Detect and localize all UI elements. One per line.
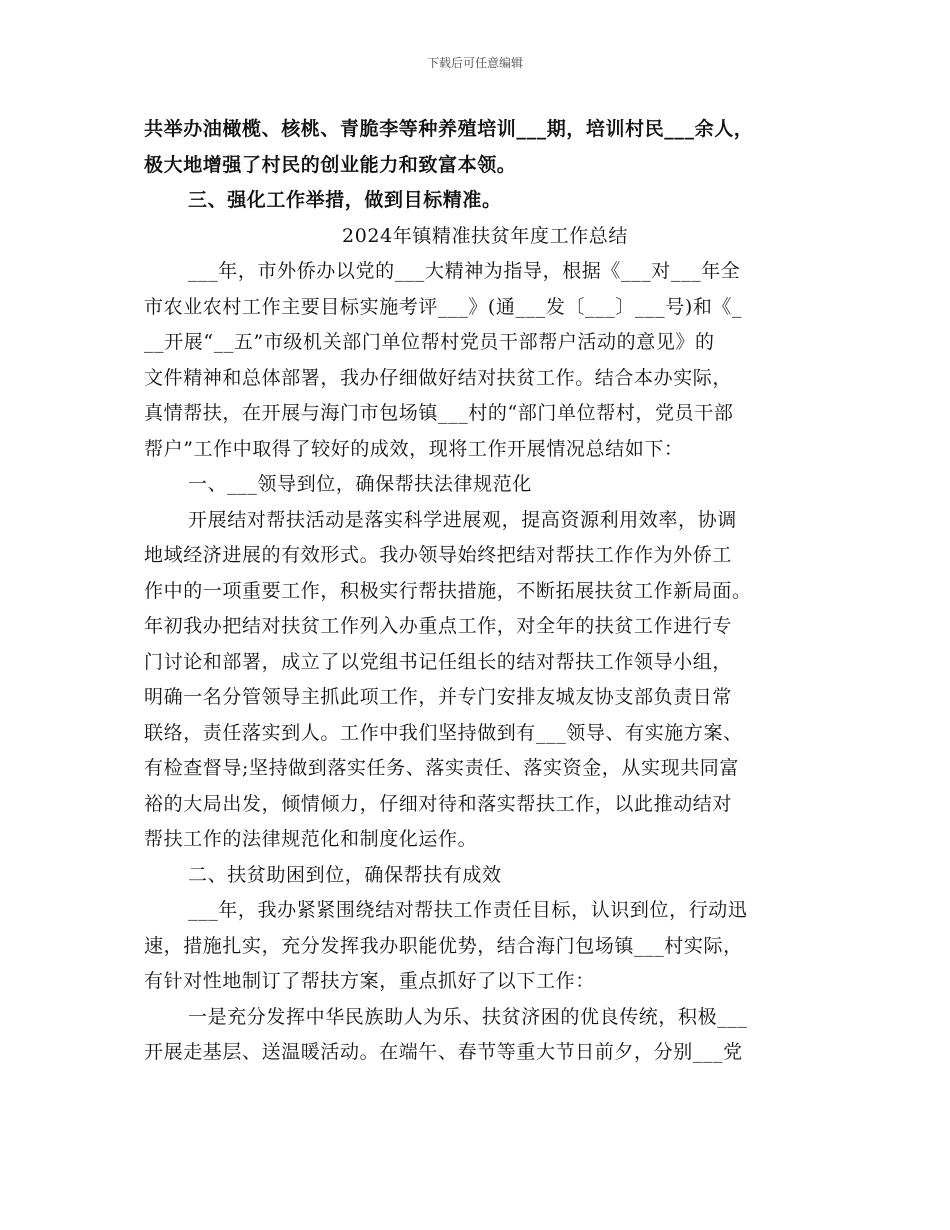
text-line: 共举办油橄榄、核桃、青脆李等种养殖培训___期，培训村民___余人， [144, 118, 754, 140]
text-line: 极大地增强了村民的创业能力和致富本领。 [144, 153, 517, 176]
text-line: 速，措施扎实，充分发挥我办职能优势，结合海门包场镇___村实际， [144, 934, 743, 957]
document-title: 2024年镇精准扶贫年度工作总结 [342, 224, 628, 247]
text-line: 市农业农村工作主要目标实施考评___》(通___发〔___〕___号)和《_ [144, 295, 743, 318]
text-line: 帮扶工作的法律规范化和制度化运作。 [144, 828, 478, 850]
text-line: 帮户”工作中取得了较好的成效，现将工作开展情况总结如下： [144, 437, 684, 460]
text-line: 开展结对帮扶活动是落实科学进展观，提高资源利用效率，协调 [188, 508, 737, 531]
text-line: 联络，责任落实到人。工作中我们坚持做到有___领导、有实施方案、 [144, 721, 743, 744]
text-line: 二、扶贫助困到位，确保帮扶有成效 [188, 863, 502, 886]
text-line: 一是充分发挥中华民族助人为乐、扶贫济困的优良传统，积极___ [188, 1005, 748, 1028]
text-line: ___年，市外侨办以党的___大精神为指导，根据《___对___年全 [188, 260, 741, 282]
text-line: 有针对性地制订了帮扶方案，重点抓好了以下工作： [144, 970, 595, 992]
text-line: 文件精神和总体部署，我办仔细做好结对扶贫工作。结合本办实际， [144, 366, 733, 389]
text-line: 年初我办把结对扶贫工作列入办重点工作，对全年的扶贫工作进行专 [144, 615, 733, 637]
text-line: 一、___领导到位，确保帮扶法律规范化 [188, 473, 532, 495]
text-line: 明确一名分管领导主抓此项工作，并专门安排友城友协支部负责日常 [144, 686, 733, 708]
text-line: 裕的大局出发，倾情倾力，仔细对待和落实帮扶工作，以此推动结对 [144, 792, 733, 815]
text-line: 开展走基层、送温暖活动。在端午、春节等重大节日前夕，分别___党 [144, 1041, 743, 1063]
text-line: 作中的一项重要工作，积极实行帮扶措施，不断拓展扶贫工作新局面。 [144, 579, 752, 602]
page-header: 下载后可任意编辑 [426, 56, 523, 70]
text-line: 门讨论和部署，成立了以党组书记任组长的结对帮扶工作领导小组， [144, 650, 733, 673]
text-line: 真情帮扶，在开展与海门市包场镇___村的“部门单位帮村，党员干部 [144, 402, 734, 424]
text-line: 三、强化工作举措，做到目标精准。 [188, 189, 502, 211]
text-line: ___年，我办紧紧围绕结对帮扶工作责任目标，认识到位，行动迅 [188, 899, 748, 921]
document-body [144, 112, 814, 1071]
text-line: 地域经济进展的有效形式。我办领导始终把结对帮扶工作作为外侨工 [144, 544, 733, 566]
text-line: 有检查督导;坚持做到落实任务、落实责任、落实资金，从实现共同富 [144, 757, 740, 779]
text-line: __开展“__五”市级机关部门单位帮村党员干部帮户活动的意见》的 [144, 331, 715, 353]
